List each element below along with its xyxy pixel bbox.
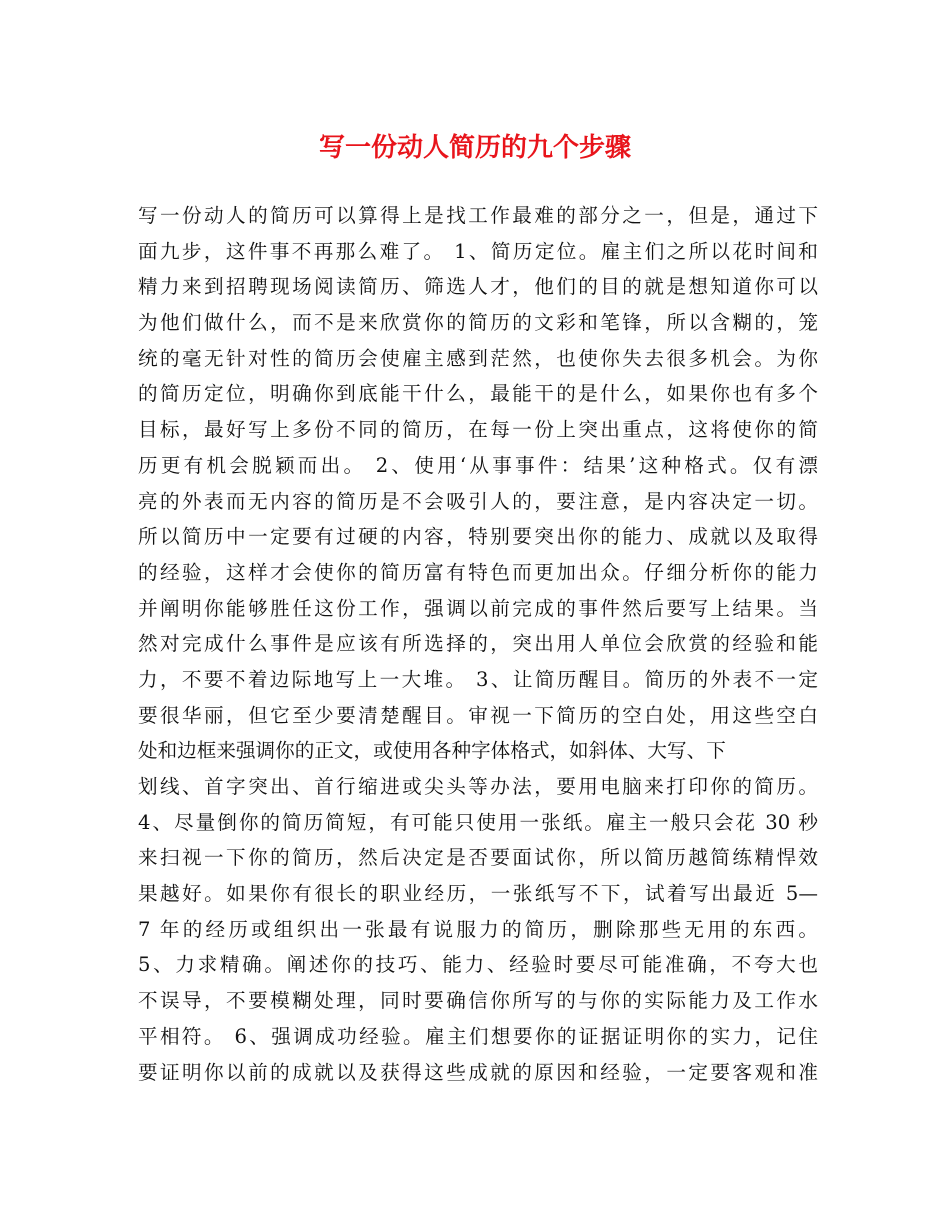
body-line: 处和边框来强调你的正文，或使用各种字体格式，如斜体、大写、下 <box>138 739 726 763</box>
body-line: 力，不要不着边际地写上一大堆。 3、让简历醒目。简历的外表不一定 <box>138 667 818 691</box>
body-line: 果越好。如果你有很长的职业经历，一张纸写不下，试着写出最近 5— <box>138 882 818 906</box>
body-line: 所以简历中一定要有过硬的内容，特别要突出你的能力、成就以及取得 <box>138 525 818 549</box>
body-line: 来扫视一下你的简历，然后决定是否要面试你，所以简历越简练精悍效 <box>138 846 818 870</box>
body-line: 不误导，不要模糊处理，同时要确信你所写的与你的实际能力及工作水 <box>138 989 818 1013</box>
body-line: 的经验，这样才会使你的简历富有特色而更加出众。仔细分析你的能力 <box>138 560 818 584</box>
body-line: 平相符。 6、强调成功经验。雇主们想要你的证据证明你的实力，记住 <box>138 1024 818 1048</box>
body-line: 历更有机会脱颖而出。 2、使用‘从事事件：结果’这种格式。仅有漂 <box>138 453 818 477</box>
body-line: 4、尽量倒你的简历简短，有可能只使用一张纸。雇主一般只会花 30 秒 <box>138 810 818 834</box>
body-line: 统的毫无针对性的简历会使雇主感到茫然，也使你失去很多机会。为你 <box>138 346 818 370</box>
body-line: 精力来到招聘现场阅读简历、筛选人才，他们的目的就是想知道你可以 <box>138 275 818 299</box>
body-line: 亮的外表而无内容的简历是不会吸引人的，要注意，是内容决定一切。 <box>138 489 818 513</box>
body-line: 的简历定位，明确你到底能干什么，最能干的是什么，如果你也有多个 <box>138 382 818 406</box>
body-line: 要很华丽，但它至少要清楚醒目。审视一下简历的空白处，用这些空白 <box>138 703 818 727</box>
document-body <box>138 198 818 1090</box>
body-line: 划线、首字突出、首行缩进或尖头等办法，要用电脑来打印你的简历。 <box>138 775 818 798</box>
body-line: 为他们做什么，而不是来欣赏你的简历的文彩和笔锋，所以含糊的，笼 <box>138 311 818 335</box>
body-line: 7 年的经历或组织出一张最有说服力的简历，删除那些无用的东西。 <box>138 917 818 941</box>
body-line: 要证明你以前的成就以及获得这些成就的原因和经验，一定要客观和准 <box>138 1060 818 1084</box>
body-line: 写一份动人的简历可以算得上是找工作最难的部分之一，但是，通过下 <box>138 204 818 227</box>
document-title: 写一份动人简历的九个步骤 <box>318 133 631 163</box>
body-line: 5、力求精确。阐述你的技巧、能力、经验时要尽可能准确，不夸大也 <box>138 953 818 977</box>
body-line: 并阐明你能够胜任这份工作，强调以前完成的事件然后要写上结果。当 <box>138 596 818 620</box>
body-line: 然对完成什么事件是应该有所选择的，突出用人单位会欣赏的经验和能 <box>138 632 818 656</box>
body-line: 面九步，这件事不再那么难了。 1、简历定位。雇主们之所以花时间和 <box>138 239 818 263</box>
body-line: 目标，最好写上多份不同的简历，在每一份上突出重点，这将使你的简 <box>138 418 818 442</box>
